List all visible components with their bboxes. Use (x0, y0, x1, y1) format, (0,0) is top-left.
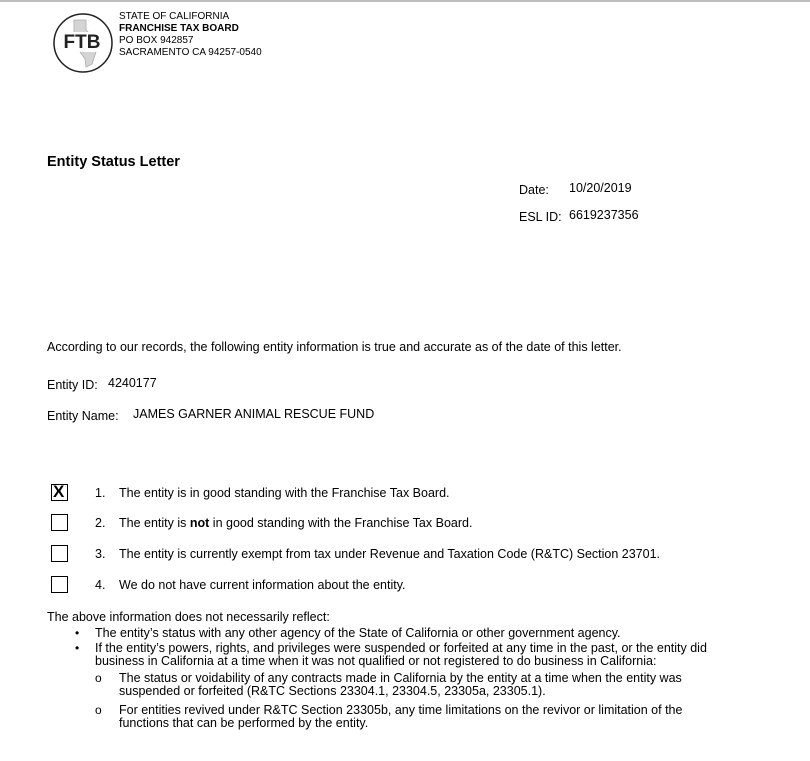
date-label: Date: (519, 183, 549, 197)
status-text-1: The entity is in good standing with the Franchise Tax Board. (119, 486, 450, 500)
status-number-2: 2. (95, 516, 106, 530)
svg-text:FTB: FTB (63, 32, 101, 53)
status-text-2-emphasis: not (189, 516, 210, 530)
page-title: Entity Status Letter (47, 154, 180, 170)
status-number-1: 1. (95, 486, 106, 500)
disclaimer-sub-1: The status or voidability of any contracts made in California by the entity at a time when the entity was suspended or forfeited (R&TC Sections 23304.1, 23304.5, 23305a, 23305.1). (119, 671, 682, 698)
status-number-3: 3. (95, 547, 106, 561)
entity-name-label: Entity Name: (47, 409, 119, 423)
status-text-3: The entity is currently exempt from tax under Revenue and Taxation Code (R&TC) Section 23701. (119, 547, 661, 561)
disclaimer-heading: The above information does not necessarily reflect: (47, 610, 330, 624)
entity-id-label: Entity ID: (47, 378, 98, 392)
ftb-seal-icon (52, 12, 114, 74)
disclaimer-sub-2: For entities revived under R&TC Section 23305b, any time limitations on the revivor or limitation of the functions that can be performed by the entity. (119, 703, 683, 730)
entity-id-value: 4240177 (108, 376, 157, 390)
agency-name: FRANCHISE TAX BOARD (119, 23, 239, 34)
status-checkbox-1[interactable] (51, 484, 68, 501)
status-checkbox-3[interactable] (51, 545, 68, 562)
status-text-2 (119, 516, 472, 530)
sub-bullet-icon: o (95, 671, 102, 685)
intro-text: According to our records, the following entity information is true and accurate as of the date of this letter. (47, 340, 622, 354)
esl-label: ESL ID: (519, 210, 562, 224)
status-checkbox-2[interactable] (51, 514, 68, 531)
check-x-icon: X (53, 482, 65, 501)
page-top-border (0, 0, 810, 2)
status-text-2-part2: in good standing with the Franchise Tax Board. (209, 516, 473, 530)
status-number-4: 4. (95, 578, 106, 592)
status-checkbox-4[interactable] (51, 576, 68, 593)
sub-bullet-icon: o (95, 703, 102, 717)
status-text-4: We do not have current information about the entity. (119, 578, 406, 592)
status-text-2-part1: The entity is (119, 516, 190, 530)
agency-city: SACRAMENTO CA 94257-0540 (119, 47, 262, 58)
date-value: 10/20/2019 (569, 181, 632, 195)
agency-po-box: PO BOX 942857 (119, 35, 194, 46)
bullet-icon: • (75, 641, 80, 655)
entity-name-value: JAMES GARNER ANIMAL RESCUE FUND (133, 407, 375, 421)
bullet-icon: • (75, 626, 80, 640)
disclaimer-bullet-2: If the entity’s powers, rights, and privileges were suspended or forfeited at any time in the past, or the entity did business in California at a time when it was not qualified or not registered to do business in California: (95, 641, 707, 668)
esl-value: 6619237356 (569, 208, 639, 222)
agency-state: STATE OF CALIFORNIA (119, 11, 230, 22)
disclaimer-bullet-1: The entity’s status with any other agency of the State of California or other government agency. (95, 626, 621, 640)
ftb-logo (52, 12, 114, 74)
